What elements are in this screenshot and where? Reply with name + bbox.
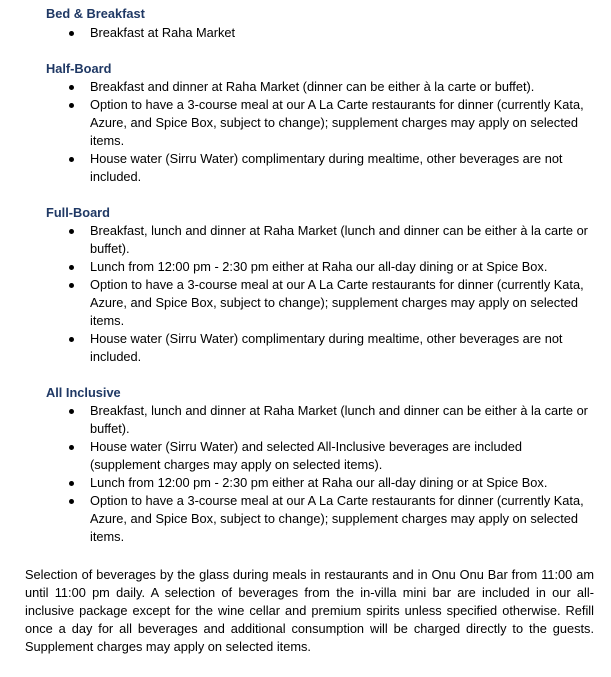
list-item bbox=[90, 438, 590, 474]
list-item bbox=[90, 150, 590, 186]
section-title-bed-breakfast: Bed & Breakfast bbox=[46, 6, 145, 21]
bullet-list-all-inclusive bbox=[90, 402, 590, 546]
list-item-text: Option to have a 3-course meal at our A La Carte restaurants for dinner (currently Kata, Azure, and Spice Box, subject to change); supplement charges may apply on selected items. bbox=[90, 97, 584, 148]
bullet-icon bbox=[69, 499, 74, 504]
section-title-half-board: Half-Board bbox=[46, 61, 112, 76]
bullet-list-bed-breakfast bbox=[90, 24, 590, 42]
list-item bbox=[90, 276, 590, 330]
bullet-icon bbox=[69, 85, 74, 90]
list-item-text: Option to have a 3-course meal at our A La Carte restaurants for dinner (currently Kata, Azure, and Spice Box, subject to change); supplement charges may apply on selected items. bbox=[90, 493, 584, 544]
beverage-policy-paragraph: Selection of beverages by the glass during meals in restaurants and in Onu Onu Bar from 11:00 am until 11:00 pm daily. A selection of beverages from the in-villa mini bar are included in our all-inclusive package except for the wine cellar and premium spirits unless specified otherwise. Refill once a day for all beverages and additional consumption will be charged directly to the guests. Supplement charges may apply on selected items. bbox=[25, 567, 594, 654]
list-item bbox=[90, 492, 590, 546]
list-item-text: House water (Sirru Water) complimentary during mealtime, other beverages are not included. bbox=[90, 151, 563, 184]
list-item-text: House water (Sirru Water) and selected All-Inclusive beverages are included (supplement charges may apply on selected items). bbox=[90, 439, 522, 472]
list-item bbox=[90, 96, 590, 150]
bullet-icon bbox=[69, 157, 74, 162]
list-item bbox=[90, 24, 590, 42]
bullet-icon bbox=[69, 283, 74, 288]
section-title-full-board: Full-Board bbox=[46, 205, 110, 220]
section-title-all-inclusive: All Inclusive bbox=[46, 385, 121, 400]
list-item-text: Lunch from 12:00 pm - 2:30 pm either at Raha our all-day dining or at Spice Box. bbox=[90, 475, 548, 490]
list-item bbox=[90, 222, 590, 258]
bullet-icon bbox=[69, 337, 74, 342]
list-item-text: Breakfast at Raha Market bbox=[90, 25, 236, 40]
list-item bbox=[90, 78, 590, 96]
bullet-icon bbox=[69, 265, 74, 270]
bullet-icon bbox=[69, 103, 74, 108]
bullet-icon bbox=[69, 445, 74, 450]
bullet-list-half-board bbox=[90, 78, 590, 186]
list-item-text: Breakfast, lunch and dinner at Raha Market (lunch and dinner can be either à la carte or buffet). bbox=[90, 223, 588, 256]
list-item-text: Breakfast, lunch and dinner at Raha Market (lunch and dinner can be either à la carte or buffet). bbox=[90, 403, 588, 436]
bullet-icon bbox=[69, 229, 74, 234]
list-item-text: House water (Sirru Water) complimentary during mealtime, other beverages are not included. bbox=[90, 331, 563, 364]
list-item-text: Breakfast and dinner at Raha Market (dinner can be either à la carte or buffet). bbox=[90, 79, 535, 94]
list-item-text: Lunch from 12:00 pm - 2:30 pm either at Raha our all-day dining or at Spice Box. bbox=[90, 259, 548, 274]
bullet-icon bbox=[69, 481, 74, 486]
list-item bbox=[90, 258, 590, 276]
list-item bbox=[90, 402, 590, 438]
list-item bbox=[90, 474, 590, 492]
bullet-list-full-board bbox=[90, 222, 590, 366]
list-item bbox=[90, 330, 590, 366]
list-item-text: Option to have a 3-course meal at our A La Carte restaurants for dinner (currently Kata, Azure, and Spice Box, subject to change); supplement charges may apply on selected items. bbox=[90, 277, 584, 328]
bullet-icon bbox=[69, 409, 74, 414]
bullet-icon bbox=[69, 31, 74, 36]
